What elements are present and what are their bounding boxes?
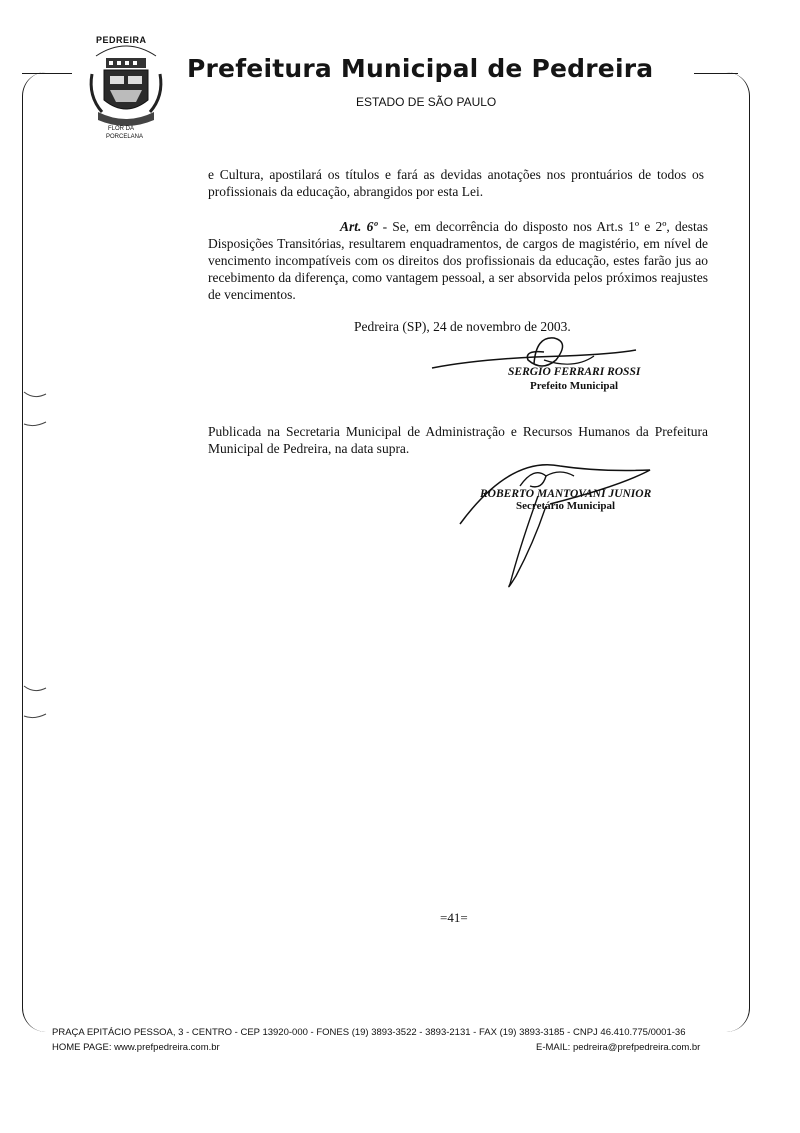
binding-mark-icon xyxy=(22,420,48,430)
binding-mark-icon xyxy=(22,712,48,722)
article-label: Art. 6º xyxy=(340,219,378,234)
secretary-title: Secretário Municipal xyxy=(516,500,616,512)
secretary-signature-icon xyxy=(450,446,670,592)
page-title: Prefeitura Municipal de Pedreira xyxy=(187,54,654,83)
footer-email: E-MAIL: pedreira@prefpedreira.com.br xyxy=(536,1042,701,1053)
binding-mark-icon xyxy=(22,684,48,694)
mayor-name: SERGIO FERRARI ROSSI xyxy=(508,366,641,378)
footer-address: PRAÇA EPITÁCIO PESSOA, 3 - CENTRO - CEP 13920-000 - FONES (19) 3893-3522 - 3893-2131 - FAX (19) 3893-3185 - CNPJ 46.410.775/0001-36 xyxy=(52,1027,686,1038)
date-line: Pedreira (SP), 24 de novembro de 2003. xyxy=(354,319,571,334)
mayor-title: Prefeito Municipal xyxy=(530,380,619,392)
binding-mark-icon xyxy=(22,390,48,400)
page-number: =41= xyxy=(440,910,468,925)
crest-bottom-label-1: FLOR DA xyxy=(108,126,135,132)
crest-bottom-label-2: PORCELANA xyxy=(106,134,144,140)
crest-top-label: PEDREIRA xyxy=(96,35,147,45)
secretary-name: ROBERTO MANTOVANI JUNIOR xyxy=(480,488,652,500)
footer-homepage: HOME PAGE: www.prefpedreira.com.br xyxy=(52,1042,220,1053)
header-rule-right xyxy=(694,73,738,74)
publication-paragraph: Publicada na Secretaria Municipal de Administração e Recursos Humanos da Prefeitura Municipal de Pedreira, na data supra. xyxy=(208,424,708,456)
header-rule-left xyxy=(22,73,72,74)
article-6-paragraph xyxy=(208,218,708,303)
article-text: - Se, em decorrência do disposto nos Art.s 1º e 2º, destas Disposições Transitórias, resultarem enquadramentos, de cargos de magistério, em nível de vencimento incompatíveis com os direitos dos profissionais da educação, estes farão jus ao recebimento da diferença, como vantagem pessoal, a ser absorvida pelos próximos reajustes de vencimentos. xyxy=(208,219,709,302)
paragraph-1: e Cultura, apostilará os títulos e fará as devidas anotações nos prontuários de todos os profissionais da educação, abrangidos por esta Lei. xyxy=(208,167,704,199)
page-subtitle: ESTADO DE SÃO PAULO xyxy=(356,95,497,109)
